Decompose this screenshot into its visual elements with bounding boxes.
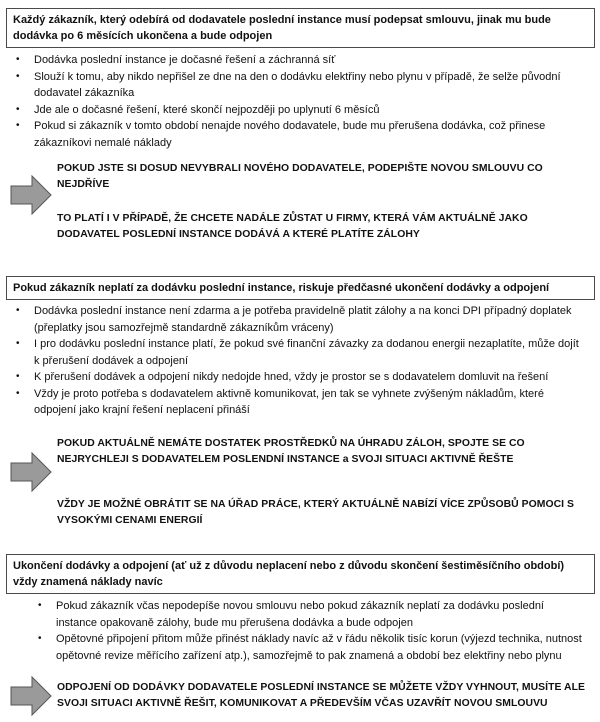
bullet-icon: • — [38, 600, 42, 611]
section2-heading: Pokud zákazník neplatí za dodávku poslední instance, riskuje předčasné ukončení dodávky a odpojení — [6, 276, 595, 300]
list-item: • Dodávka poslední instance není zdarma a je potřeba pravidelně platit zálohy a na konci DPI případný doplatek (přeplatky jsou samozřejmě standardně zákazníkům vráceny) — [16, 305, 572, 334]
list-item: • Opětovné připojení přitom může přinést náklady navíc až v řádu několik tisíc korun (výjezd technika, nutnost opětovné revize měřícího zařízení atp.), samozřejmě to pak znamená a období bez elektřiny nebo plynu — [38, 633, 582, 662]
list-item: • Dodávka poslední instance je dočasné řešení a záchranná síť — [0, 52, 600, 69]
bullet-icon: • — [16, 338, 20, 349]
section3-callout-1: ODPOJENÍ OD DODÁVKY DODAVATELE POSLEDNÍ INSTANCE SE MŮŽETE VŽDY VYHNOUT, MUSÍTE ALE SVOJI SITUACI AKTIVNĚ ŘEŠIT, KOMUNIKOVAT A PŘEDEVŠÍM VČAS UZAVŘÍT NOVOU SMLOUVU — [57, 682, 585, 709]
list-item: • Pokud zákazník včas nepodepíše novou smlouvu nebo pokud zákazník neplatí za dodávku poslední instance opakovaně zálohy, bude mu přerušena dodávka a bude odpojen — [38, 600, 544, 629]
bullet-icon: • — [16, 70, 20, 82]
section2-callout-1: POKUD AKTUÁLNĚ NEMÁTE DOSTATEK PROSTŘEDKŮ NA ÚHRADU ZÁLOH, SPOJTE SE CO NEJRYCHLEJI S DODAVATELEM POSLENDNÍ INSTANCE a SVOJI SITUACI AKTIVNĚ ŘEŠTE — [57, 438, 525, 465]
right-arrow-icon — [10, 676, 52, 716]
right-arrow-icon — [10, 452, 52, 492]
bullet-icon: • — [16, 371, 20, 382]
list-item: • Slouží k tomu, aby nikdo nepřišel ze dne na den o dodávku elektřiny nebo plynu v případě, že selže původní dodavatel zákazníka — [16, 70, 561, 99]
section3-bullet-list — [0, 598, 600, 664]
section1-bullet-list — [0, 52, 600, 151]
section1-callout-2: TO PLATÍ I V PŘÍPADĚ, ŽE CHCETE NADÁLE ZŮSTAT U FIRMY, KTERÁ VÁM AKTUÁLNĚ JAKO DODAVATEL POSLEDNÍ INSTANCE DODÁVÁ A KTERÉ PLATÍTE ZÁLOHY — [57, 213, 528, 240]
bullet-icon: • — [16, 54, 20, 65]
list-item: • I pro dodávku poslední instance platí, že pokud své finanční závazky za dodanou energii nezaplatíte, může dojít k přerušení dodávek a odpojení — [16, 338, 579, 367]
section3-heading: Ukončení dodávky a odpojení (ať už z důvodu neplacení nebo z důvodu skončení šestiměsíčního období) vždy znamená náklady navíc — [6, 554, 595, 594]
bullet-icon: • — [16, 120, 20, 131]
list-item: • K přerušení dodávek a odpojení nikdy nedojde hned, vždy je prostor se s dodavatelem domluvit na řešení — [0, 369, 600, 386]
section1-callout-1: POKUD JSTE SI DOSUD NEVYBRALI NOVÉHO DODAVATELE, PODEPIŠTE NOVOU SMLOUVU CO NEJDŘÍVE — [57, 163, 543, 190]
bullet-icon: • — [16, 103, 20, 115]
section2-bullet-list — [0, 303, 600, 419]
section1-heading: Každý zákazník, který odebírá od dodavatele poslední instance musí podepsat smlouvu, jinak mu bude dodávka po 6 měsících ukončena a bude odpojen — [6, 8, 595, 48]
list-item: • Jde ale o dočasné řešení, které skončí nejpozději po uplynutí 6 měsíců — [0, 102, 600, 119]
bullet-icon: • — [38, 633, 42, 644]
list-item: • Vždy je proto potřeba s dodavatelem aktivně komunikovat, jen tak se vyhnete zvýšeným nákladům, které odpojení jako krajní řešení neplacení přináší — [16, 387, 544, 416]
bullet-icon: • — [16, 387, 20, 399]
section2-callout-2: VŽDY JE MOŽNÉ OBRÁTIT SE NA ÚŘAD PRÁCE, KTERÝ AKTUÁLNĚ NABÍZÍ VÍCE ZPŮSOBŮ POMOCI S VYSOKÝMI CENAMI ENERGIÍ — [57, 499, 574, 526]
bullet-icon: • — [16, 305, 20, 316]
list-item: • Pokud si zákazník v tomto období nenajde nového dodavatele, bude mu přerušena dodávka, což přinese zákazníkovi nemalé náklady — [16, 120, 546, 149]
right-arrow-icon — [10, 175, 52, 215]
